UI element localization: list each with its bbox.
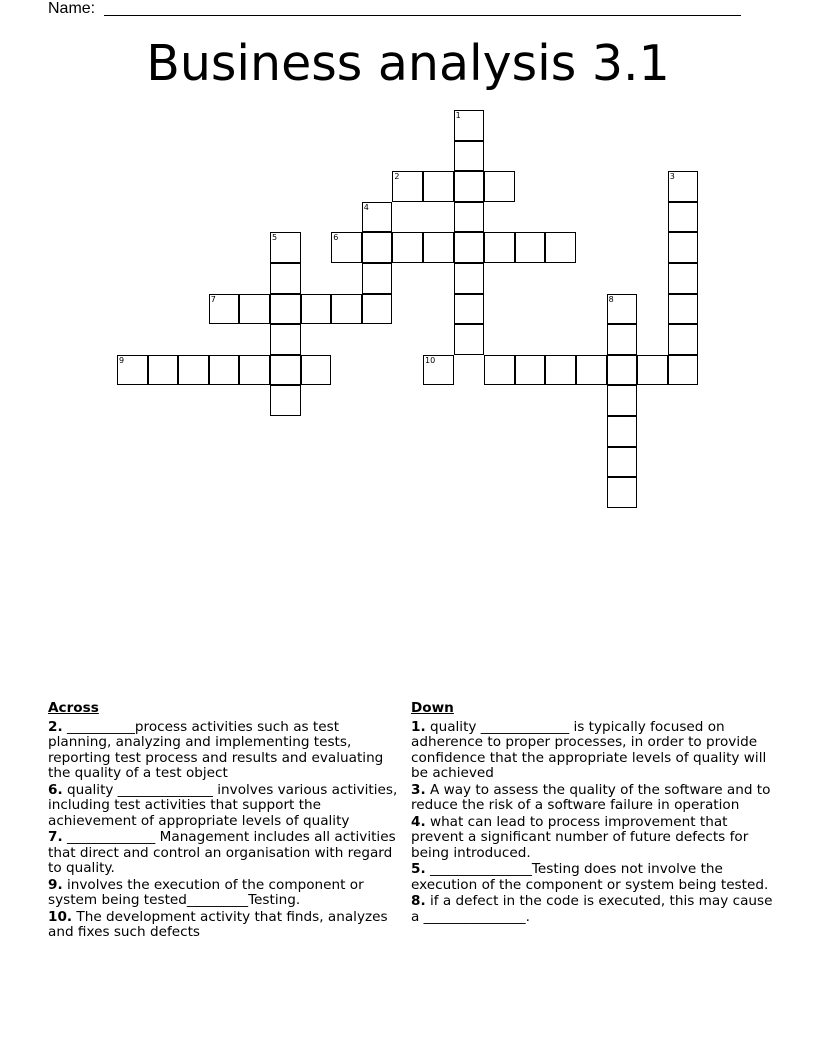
clue-number: 5. [411, 861, 426, 877]
crossword-cell[interactable] [545, 232, 576, 263]
crossword-cell[interactable] [484, 355, 515, 386]
crossword-cell[interactable] [239, 355, 270, 386]
crossword-cell[interactable] [362, 263, 393, 294]
crossword-cell[interactable] [607, 324, 638, 355]
down-clue [411, 815, 773, 862]
crossword-cell[interactable] [607, 294, 638, 325]
cell-number: 2 [394, 172, 400, 182]
crossword-cell[interactable] [270, 263, 301, 294]
crossword-cell[interactable] [515, 355, 546, 386]
clue-number: 4. [411, 813, 426, 830]
crossword-cell[interactable] [668, 232, 699, 263]
crossword-cell[interactable] [331, 294, 362, 325]
crossword-cell[interactable] [362, 202, 393, 233]
crossword-cell[interactable] [607, 447, 638, 478]
page-title: Business analysis 3.1 [146, 35, 670, 92]
crossword-cell[interactable] [668, 202, 699, 233]
cell-number: 6 [333, 233, 339, 243]
crossword-cell[interactable] [423, 355, 454, 386]
crossword-cell[interactable] [423, 232, 454, 263]
crossword-cell[interactable] [362, 232, 393, 263]
clue-text: _______________Testing does not involve the execution of the component or system being tested. [411, 861, 769, 893]
down-heading: Down [411, 700, 454, 716]
crossword-cell[interactable] [148, 355, 179, 386]
clue-number: 10. [48, 908, 73, 925]
crossword-cell[interactable] [576, 355, 607, 386]
cell-number: 4 [363, 202, 369, 212]
clue-number: 9. [48, 876, 63, 893]
crossword-cell[interactable] [331, 232, 362, 263]
crossword-cell[interactable] [209, 355, 240, 386]
cell-number: 8 [608, 294, 614, 304]
clue-number: 2. [48, 718, 63, 735]
crossword-cell[interactable] [392, 171, 423, 202]
crossword-cell[interactable] [668, 263, 699, 294]
clue-number: 1. [411, 718, 426, 735]
crossword-cell[interactable] [637, 355, 668, 386]
across-clue [48, 720, 398, 782]
crossword-cell[interactable] [270, 294, 301, 325]
across-clues [48, 701, 398, 942]
cell-number: 9 [119, 355, 125, 365]
crossword-cell[interactable] [607, 385, 638, 416]
crossword-cell[interactable] [270, 324, 301, 355]
clue-text: _____________ Management includes all activities that direct and control an organisation with regard to quality. [48, 829, 396, 876]
crossword-cell[interactable] [209, 294, 240, 325]
crossword-cell[interactable] [454, 202, 485, 233]
crossword-cell[interactable] [607, 416, 638, 447]
clue-text: involves the execution of the component or system being tested_________Testing. [48, 876, 364, 908]
crossword-cell[interactable] [668, 171, 699, 202]
crossword-cell[interactable] [239, 294, 270, 325]
name-label: Name: [48, 0, 96, 17]
crossword-cell[interactable] [178, 355, 209, 386]
crossword-cell[interactable] [301, 294, 332, 325]
down-clues [411, 701, 773, 926]
crossword-cell[interactable] [454, 141, 485, 172]
crossword-cell[interactable] [668, 355, 699, 386]
cell-number: 1 [455, 111, 461, 120]
crossword-cell[interactable] [607, 477, 638, 508]
clue-number: 8. [411, 893, 426, 909]
crossword-cell[interactable] [392, 232, 423, 263]
across-clue [48, 910, 398, 941]
crossword-cell[interactable] [454, 324, 485, 355]
clue-number: 3. [411, 781, 426, 798]
clue-text: what can lead to process improvement that prevent a significant number of future defects for being introduced. [411, 813, 749, 861]
crossword-cell[interactable] [515, 232, 546, 263]
crossword-cell[interactable] [545, 355, 576, 386]
crossword-cell[interactable] [270, 232, 301, 263]
across-clue [48, 830, 398, 877]
crossword-cell[interactable] [607, 355, 638, 386]
crossword-cell[interactable] [270, 355, 301, 386]
clue-text: quality ______________ involves various activities, including test activities that support the achievement of appropriate levels of quality [48, 781, 398, 829]
cell-number: 5 [272, 233, 278, 243]
cell-number: 10 [425, 355, 436, 365]
across-clue [48, 878, 398, 909]
down-clue [411, 783, 773, 814]
crossword-cell[interactable] [484, 232, 515, 263]
across-clue [48, 783, 398, 830]
clue-text: if a defect in the code is executed, this may cause a _______________. [411, 893, 773, 925]
crossword-cell[interactable] [423, 171, 454, 202]
crossword-cell[interactable] [454, 263, 485, 294]
crossword-cell[interactable] [668, 294, 699, 325]
down-clue [411, 894, 773, 925]
crossword-cell[interactable] [301, 355, 332, 386]
clue-number: 7. [48, 829, 63, 845]
clue-text: The development activity that finds, analyzes and fixes such defects [48, 908, 388, 940]
crossword-cell[interactable] [362, 294, 393, 325]
crossword-cell[interactable] [454, 171, 485, 202]
crossword-cell[interactable] [117, 355, 148, 386]
down-clue [411, 862, 773, 893]
cell-number: 7 [210, 294, 216, 304]
clue-number: 6. [48, 781, 63, 798]
clue-text: quality _____________ is typically focused on adherence to proper processes, in order to provide confidence that the appropriate levels of quality will be achieved [411, 718, 767, 781]
cell-number: 3 [669, 172, 675, 182]
crossword-cell[interactable] [454, 110, 485, 141]
down-clue [411, 720, 773, 782]
clue-text: __________process activities such as test planning, analyzing and implementing tests, reporting test process and results and evaluating the quality of a test object [48, 718, 384, 781]
crossword-cell[interactable] [454, 232, 485, 263]
crossword-cell[interactable] [270, 385, 301, 416]
crossword-cell[interactable] [484, 171, 515, 202]
crossword-cell[interactable] [454, 294, 485, 325]
crossword-cell[interactable] [668, 324, 699, 355]
clue-text: A way to assess the quality of the software and to reduce the risk of a software failure in operation [411, 781, 771, 813]
across-heading: Across [48, 700, 99, 716]
